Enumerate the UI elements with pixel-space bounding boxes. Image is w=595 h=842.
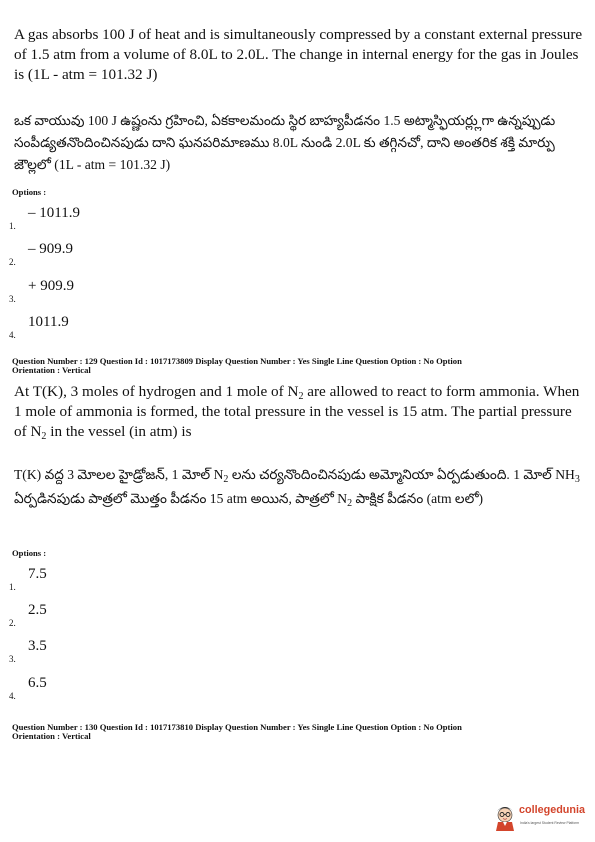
option-1[interactable] [9, 564, 209, 598]
option-1[interactable] [9, 203, 209, 237]
question-129-text-telugu [14, 463, 584, 511]
meta-line: Question Number : 129 Question Id : 1017173809 Display Question Number : Yes Single Line Question Option : No Option [12, 356, 462, 366]
option-4[interactable] [9, 673, 209, 707]
text-part: ఏర్పడినపుడు పాత్రలో మొత్తం పీడనం 15 atm అయిన, పాత్రలో N [14, 491, 348, 506]
option-number: 2. [9, 618, 16, 628]
options-label: Options : [12, 548, 47, 558]
option-number: 2. [9, 257, 16, 267]
student-mascot-icon [493, 802, 517, 832]
question-128-text-english: A gas absorbs 100 J of heat and is simultaneously compressed by a constant external pressure of 1.5 atm from a volume of 8.0L to 2.0L. The change in internal energy for the gas in Joules is (1L - atm = 101.32 J) [14, 26, 583, 83]
collegedunia-logo[interactable] [493, 800, 591, 836]
option-value: 2.5 [28, 602, 47, 618]
option-4[interactable] [9, 312, 209, 346]
meta-line: Orientation : Vertical [12, 731, 91, 741]
options-label: Options : [12, 187, 47, 197]
subscript: 2 [298, 391, 304, 402]
logo-brand-text: collegedunia [519, 804, 585, 816]
text-part: లను చర్యనొందించినపుడు అమ్మోనియా ఏర్పడుతుంది. 1 మోల్ NH [228, 467, 575, 482]
option-2[interactable] [9, 239, 209, 273]
option-value: – 909.9 [28, 241, 73, 257]
text-part: T(K) వద్ద 3 మోలల హైడ్రోజన్, 1 మోల్ N [14, 467, 224, 482]
meta-line: Orientation : Vertical [12, 365, 91, 375]
option-number: 1. [9, 582, 16, 592]
text-part: in the vessel (in atm) is [46, 423, 192, 440]
option-3[interactable] [9, 636, 209, 670]
question-130-meta [12, 723, 587, 741]
option-2[interactable] [9, 600, 209, 634]
option-value: + 909.9 [28, 278, 74, 294]
subscript: 3 [574, 474, 580, 485]
question-129-text-english [14, 382, 584, 442]
option-value: 3.5 [28, 638, 47, 654]
option-number: 3. [9, 294, 16, 304]
question-128-text-telugu: ఒక వాయువు 100 J ఉష్ణంను గ్రహించి, ఏకకాలమందు స్థిర బాహ్యపీడనం 1.5 అట్మాస్ఫియర్ల్లుగా ఉన్నప్పుడు సంపీడ్యతనొందించినపుడు దాని ఘనపరిమాణము 8.0L నుండి 2.0L కు తగ్గినచో, దాని అంతరిక శక్తి మార్పు జౌల్లలో (1L - atm = 101.32 J) [14, 113, 556, 172]
option-3[interactable] [9, 276, 209, 310]
option-number: 4. [9, 330, 16, 340]
text-part: are allowed to react to form ammonia. When 1 mole of ammonia is formed, the total pressure in the vessel is 15 atm. The partial pressure of N [14, 383, 580, 440]
logo-tagline: India's largest Student Review Platform [520, 821, 580, 825]
question-129-meta [12, 357, 587, 375]
subscript: 2 [347, 498, 353, 509]
option-number: 3. [9, 654, 16, 664]
option-number: 4. [9, 691, 16, 701]
text-part: At T(K), 3 moles of hydrogen and 1 mole of N [14, 383, 299, 400]
option-value: 6.5 [28, 675, 47, 691]
option-value: 7.5 [28, 566, 47, 582]
subscript: 2 [223, 474, 229, 485]
option-value: – 1011.9 [28, 205, 80, 221]
meta-line: Question Number : 130 Question Id : 1017173810 Display Question Number : Yes Single Line Question Option : No Option [12, 722, 462, 732]
text-part: పాక్షిక పీడనం (atm లలో) [352, 491, 484, 506]
option-number: 1. [9, 221, 16, 231]
option-value: 1011.9 [28, 314, 69, 330]
subscript: 2 [41, 431, 47, 442]
